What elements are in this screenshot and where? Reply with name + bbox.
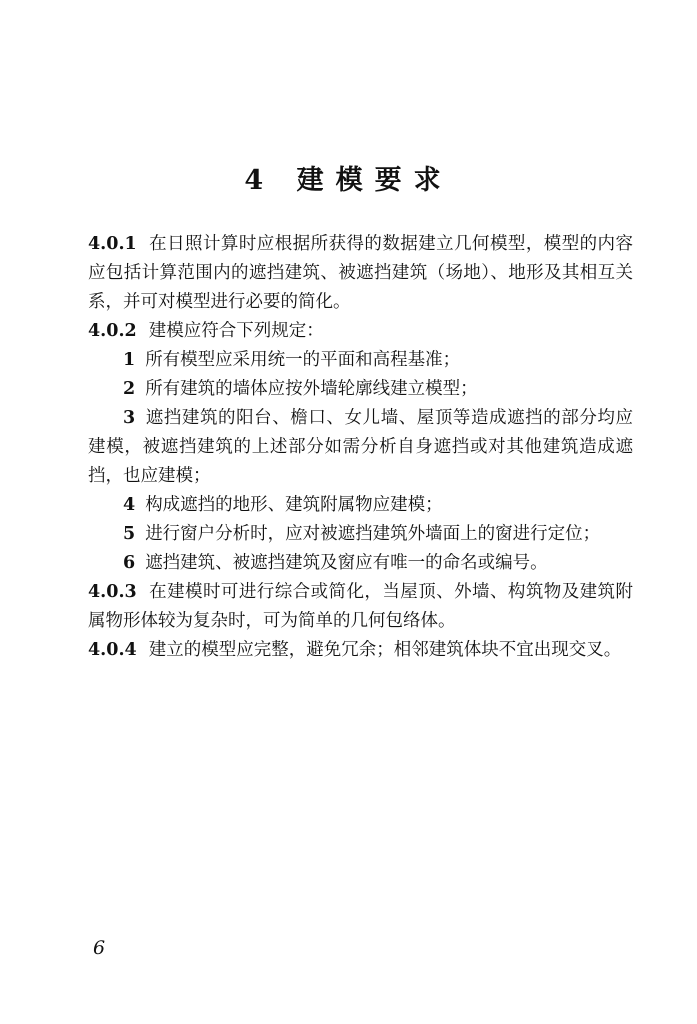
clause-text: 在日照计算时应根据所获得的数据建立几何模型，模型的内容应包括计算范围内的遮挡建筑、被遮挡建筑（场地）、地形及其相互关系，并可对模型进行必要的简化。 [88,234,633,312]
list-item [88,491,633,520]
item-text: 所有模型应采用统一的平面和高程基准； [145,350,461,370]
clause-number: 4.0.1 [88,234,137,254]
item-number: 2 [123,379,136,399]
clause-number: 4.0.3 [88,582,137,602]
list-item [88,375,633,404]
clause-4-0-1 [88,230,633,317]
item-number: 3 [123,408,136,428]
item-text: 构成遮挡的地形、建筑附属物应建模； [145,495,443,515]
list-item [88,549,633,578]
clause-number: 4.0.4 [88,640,137,660]
section-body [88,230,633,665]
clause-text: 建模应符合下列规定： [148,321,324,341]
clause-number: 4.0.2 [88,321,137,341]
item-text: 遮挡建筑的阳台、檐口、女儿墙、屋顶等造成遮挡的部分均应建模，被遮挡建筑的上述部分如需分析自身遮挡或对其他建筑造成遮挡，也应建模； [88,408,633,486]
clause-4-0-3 [88,578,633,636]
clause-text: 建立的模型应完整，避免冗余；相邻建筑体块不宜出现交叉。 [148,640,622,660]
item-text: 所有建筑的墙体应按外墙轮廓线建立模型； [145,379,478,399]
item-number: 6 [123,553,136,573]
page-number: 6 [93,937,106,959]
list-item [88,346,633,375]
item-number: 4 [123,495,136,515]
list-item [88,404,633,491]
clause-4-0-2 [88,317,633,346]
list-item [88,520,633,549]
item-number: 5 [123,524,136,544]
section-title: 4 建模要求 [244,165,453,196]
clause-4-0-4 [88,636,633,665]
clause-text: 在建模时可进行综合或简化，当屋顶、外墙、构筑物及建筑附属物形体较为复杂时，可为简单的几何包络体。 [88,582,633,631]
item-text: 遮挡建筑、被遮挡建筑及窗应有唯一的命名或编号。 [145,553,548,573]
item-text: 进行窗户分析时，应对被遮挡建筑外墙面上的窗进行定位； [145,524,601,544]
item-number: 1 [123,350,136,370]
